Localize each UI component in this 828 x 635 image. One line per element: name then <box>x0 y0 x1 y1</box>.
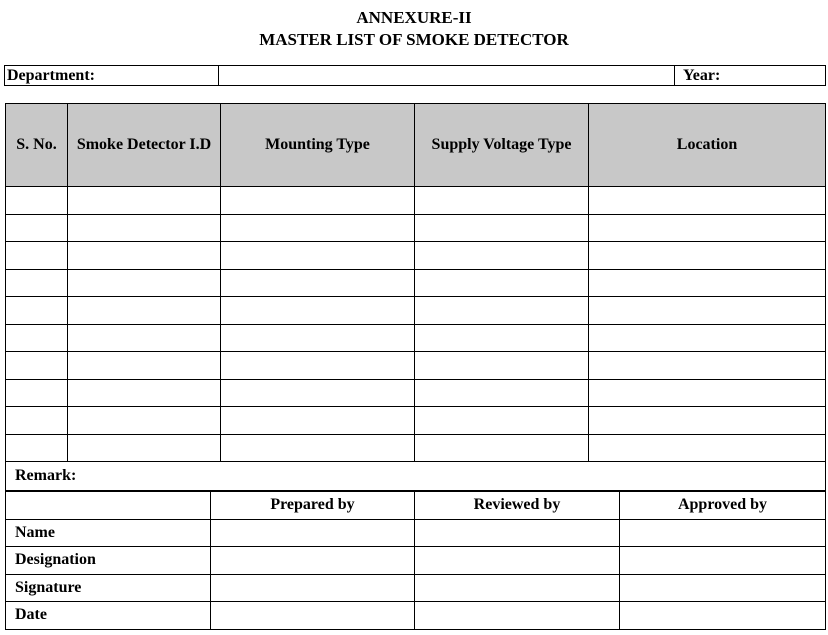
cell-location[interactable] <box>589 352 826 380</box>
cell-mounting-type[interactable] <box>221 379 415 407</box>
column-header-sno: S. No. <box>6 104 68 187</box>
year-label: Year: <box>683 66 721 84</box>
cell-sno[interactable] <box>6 434 68 462</box>
column-header-mounting-type: Mounting Type <box>221 104 415 187</box>
cell-mounting-type[interactable] <box>221 407 415 435</box>
cell-detector-id[interactable] <box>68 352 221 380</box>
cell-mounting-type[interactable] <box>221 352 415 380</box>
department-field[interactable] <box>219 66 675 86</box>
cell-supply-voltage[interactable] <box>415 297 589 325</box>
cell-mounting-type[interactable] <box>221 297 415 325</box>
signoff-cell-approved-by[interactable] <box>620 574 826 602</box>
table-row <box>6 242 826 270</box>
cell-location[interactable] <box>589 324 826 352</box>
signoff-table <box>5 491 826 630</box>
table-row <box>6 324 826 352</box>
table-row <box>6 434 826 462</box>
cell-supply-voltage[interactable] <box>415 214 589 242</box>
cell-location[interactable] <box>589 187 826 215</box>
table-row <box>6 187 826 215</box>
cell-detector-id[interactable] <box>68 187 221 215</box>
cell-mounting-type[interactable] <box>221 269 415 297</box>
signoff-cell-prepared-by[interactable] <box>211 602 415 630</box>
signoff-row-label: Designation <box>6 547 211 575</box>
department-label: Department: <box>5 66 219 86</box>
cell-sno[interactable] <box>6 242 68 270</box>
column-header-supply-voltage: Supply Voltage Type <box>415 104 589 187</box>
cell-detector-id[interactable] <box>68 269 221 297</box>
signoff-row-label: Date <box>6 602 211 630</box>
remark-label: Remark: <box>15 467 77 484</box>
signoff-cell-prepared-by[interactable] <box>211 519 415 547</box>
remark-cell[interactable] <box>6 462 826 491</box>
signoff-row <box>6 547 826 575</box>
cell-supply-voltage[interactable] <box>415 407 589 435</box>
page-title: MASTER LIST OF SMOKE DETECTOR <box>259 30 569 49</box>
cell-sno[interactable] <box>6 214 68 242</box>
department-year-table <box>4 65 826 86</box>
cell-supply-voltage[interactable] <box>415 352 589 380</box>
table-row <box>6 214 826 242</box>
cell-location[interactable] <box>589 297 826 325</box>
signoff-row <box>6 574 826 602</box>
reviewed-by-header: Reviewed by <box>415 492 620 520</box>
cell-supply-voltage[interactable] <box>415 187 589 215</box>
year-field[interactable] <box>675 66 826 86</box>
signoff-cell-approved-by[interactable] <box>620 547 826 575</box>
signoff-cell-reviewed-by[interactable] <box>415 574 620 602</box>
cell-sno[interactable] <box>6 269 68 297</box>
table-row <box>6 297 826 325</box>
cell-sno[interactable] <box>6 407 68 435</box>
column-header-location: Location <box>589 104 826 187</box>
cell-location[interactable] <box>589 434 826 462</box>
signoff-row-label: Name <box>6 519 211 547</box>
approved-by-header: Approved by <box>620 492 826 520</box>
cell-location[interactable] <box>589 407 826 435</box>
cell-detector-id[interactable] <box>68 324 221 352</box>
cell-location[interactable] <box>589 214 826 242</box>
cell-supply-voltage[interactable] <box>415 324 589 352</box>
cell-sno[interactable] <box>6 352 68 380</box>
cell-mounting-type[interactable] <box>221 242 415 270</box>
cell-mounting-type[interactable] <box>221 214 415 242</box>
signoff-row-label: Signature <box>6 574 211 602</box>
annexure-heading: ANNEXURE-II <box>356 8 472 27</box>
cell-sno[interactable] <box>6 379 68 407</box>
cell-location[interactable] <box>589 269 826 297</box>
cell-supply-voltage[interactable] <box>415 434 589 462</box>
signoff-cell-reviewed-by[interactable] <box>415 602 620 630</box>
cell-mounting-type[interactable] <box>221 187 415 215</box>
signoff-row <box>6 602 826 630</box>
cell-mounting-type[interactable] <box>221 324 415 352</box>
cell-supply-voltage[interactable] <box>415 242 589 270</box>
cell-supply-voltage[interactable] <box>415 379 589 407</box>
cell-location[interactable] <box>589 379 826 407</box>
smoke-detector-table <box>5 103 826 491</box>
signoff-cell-prepared-by[interactable] <box>211 574 415 602</box>
cell-location[interactable] <box>589 242 826 270</box>
cell-sno[interactable] <box>6 297 68 325</box>
cell-detector-id[interactable] <box>68 434 221 462</box>
prepared-by-header: Prepared by <box>211 492 415 520</box>
signoff-cell-reviewed-by[interactable] <box>415 547 620 575</box>
table-row <box>6 379 826 407</box>
table-row <box>6 269 826 297</box>
signoff-cell-reviewed-by[interactable] <box>415 519 620 547</box>
signoff-row <box>6 519 826 547</box>
cell-detector-id[interactable] <box>68 242 221 270</box>
table-row <box>6 352 826 380</box>
signoff-cell-approved-by[interactable] <box>620 519 826 547</box>
signoff-corner-cell <box>6 492 211 520</box>
table-row <box>6 407 826 435</box>
signoff-cell-approved-by[interactable] <box>620 602 826 630</box>
cell-detector-id[interactable] <box>68 297 221 325</box>
cell-detector-id[interactable] <box>68 379 221 407</box>
cell-detector-id[interactable] <box>68 407 221 435</box>
signoff-cell-prepared-by[interactable] <box>211 547 415 575</box>
column-header-detector-id: Smoke Detector I.D <box>68 104 221 187</box>
cell-sno[interactable] <box>6 324 68 352</box>
cell-mounting-type[interactable] <box>221 434 415 462</box>
cell-sno[interactable] <box>6 187 68 215</box>
cell-detector-id[interactable] <box>68 214 221 242</box>
cell-supply-voltage[interactable] <box>415 269 589 297</box>
